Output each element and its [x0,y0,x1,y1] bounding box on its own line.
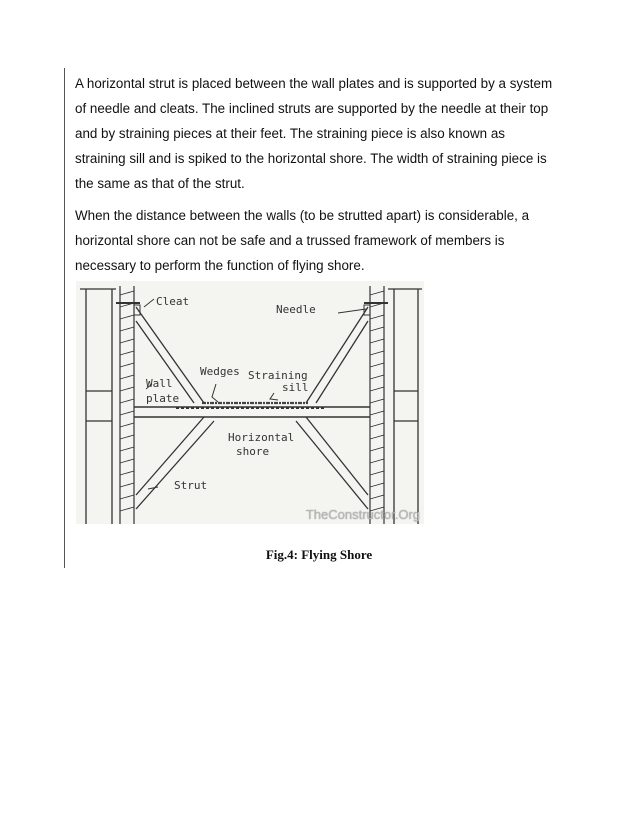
wall-label: Wall [146,377,173,390]
plate-label: plate [146,392,180,405]
straining-label: Straining [248,369,308,382]
shore-label: shore [236,445,270,458]
sill-mark [270,393,278,400]
wedges-label: Wedges [200,365,240,378]
needle-leader [338,309,366,313]
right-cleat [364,305,370,315]
strut-leader [148,487,158,489]
flying-shore-figure [76,281,424,524]
figure-caption: Fig.4: Flying Shore [265,547,373,562]
flying-shore-drawing [76,281,424,524]
paragraph-trussed-framework: When the distance between the walls (to be strutted apart) is considerable, a horizontal shore can not be safe and a trussed framework of members is necessary to perform the function of flying shore. [75,208,530,273]
left-cleat [134,305,140,315]
left-wall-plate [120,286,134,524]
wedges-mark [212,384,218,402]
horizontal-label: Horizontal [228,431,295,444]
margin-rule [64,68,65,568]
horizontal-shore [134,407,370,417]
watermark: TheConstructor.Org [305,507,420,522]
strut-label: Strut [174,479,208,492]
cleat-label: Cleat [156,295,190,308]
sill-label: sill [282,381,309,394]
needle-label: Needle [276,303,316,316]
right-wall-plate [370,286,384,524]
left-wall [80,289,116,524]
cleat-leader [144,299,154,307]
paragraph-horizontal-strut: A horizontal strut is placed between the wall plates and is supported by a system of needle and cleats. The inclined struts are supported by the needle at their top and by straining pieces at their feet. The straining piece is also known as straining sill and is spiked to the horizontal shore. The width of straining piece is the same as that of the strut. [75,76,553,191]
right-wall [388,289,422,524]
